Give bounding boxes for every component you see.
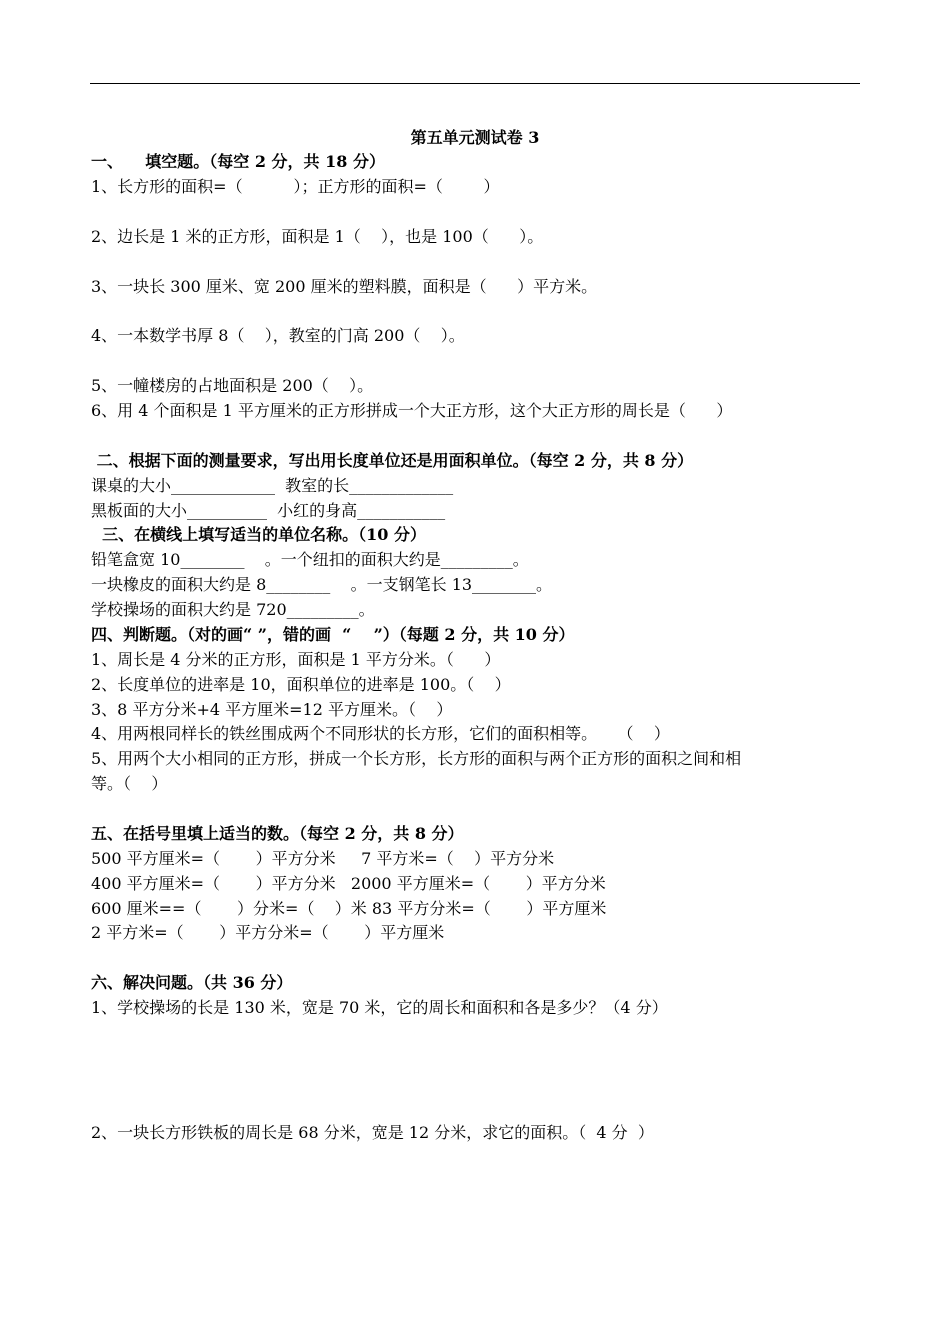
section3-heading: 三、在横线上填写适当的单位名称。（10 分） (91, 525, 426, 544)
s2-row-1: 课桌的大小_____________ 教室的长_____________ (91, 476, 454, 495)
s3-row-2: 一块橡皮的面积大约是 8________ 。一支钢笔长 13________。 (91, 575, 553, 594)
s1-question-4: 4、一本数学书厚 8（ ），教室的门高 200（ ）。 (91, 326, 465, 345)
s6-question-1: 1、学校操场的长是 130 米，宽是 70 米，它的周长和面积和各是多少？（4 分） (91, 998, 668, 1017)
s4-question-1: 1、周长是 4 分米的正方形，面积是 1 平方分米。（ ） (91, 650, 501, 669)
s4-question-2: 2、长度单位的进率是 10，面积单位的进率是 100。（ ） (91, 675, 511, 694)
s5-row-3: 600 厘米==（ ）分米=（ ）米 83 平方分米=（ ）平方厘米 (91, 899, 607, 918)
s2-row-2: 黑板面的大小__________ 小红的身高___________ (91, 501, 446, 520)
s3-row-1: 铅笔盒宽 10________ 。一个纽扣的面积大约是_________。 (91, 550, 529, 569)
s6-question-2: 2、一块长方形铁板的周长是 68 分米，宽是 12 分米，求它的面积。（ 4 分 ） (91, 1123, 654, 1142)
s4-question-5-line-1: 5、用两个大小相同的正方形，拼成一个长方形，长方形的面积与两个正方形的面积之间和相 (91, 749, 742, 768)
section2-heading: 二、根据下面的测量要求，写出用长度单位还是用面积单位。（每空 2 分，共 8 分） (91, 451, 694, 470)
section1-heading: 一、 填空题。（每空 2 分，共 18 分） (91, 152, 385, 171)
s1-question-6: 6、用 4 个面积是 1 平方厘米的正方形拼成一个大正方形，这个大正方形的周长是（ ） (91, 401, 733, 420)
s1-question-1: 1、长方形的面积=（ ）；正方形的面积=（ ） (91, 177, 500, 196)
s3-row-3: 学校操场的面积大约是 720_________。 (91, 600, 375, 619)
s1-question-3: 3、一块长 300 厘米、宽 200 厘米的塑料膜，面积是（ ）平方米。 (91, 277, 598, 296)
s4-question-5-line-2: 等。（ ） (91, 774, 168, 793)
section4-heading: 四、判断题。（对的画“ ”，错的画 “ ”）（每题 2 分，共 10 分） (91, 625, 575, 644)
s4-question-4: 4、用两根同样长的铁丝围成两个不同形状的长方形，它们的面积相等。 （ ） (91, 724, 670, 743)
s5-row-1: 500 平方厘米=（ ）平方分米 7 平方米=（ ）平方分米 (91, 849, 555, 868)
s4-question-3: 3、8 平方分米+4 平方厘米=12 平方厘米。（ ） (91, 700, 453, 719)
s1-question-2: 2、边长是 1 米的正方形，面积是 1（ ），也是 100（ ）。 (91, 227, 544, 246)
s5-row-4: 2 平方米=（ ）平方分米=（ ）平方厘米 (91, 923, 445, 942)
section5-heading: 五、在括号里填上适当的数。（每空 2 分，共 8 分） (91, 824, 464, 843)
section6-heading: 六、解决问题。（共 36 分） (91, 973, 293, 992)
s5-row-2: 400 平方厘米=（ ）平方分米 2000 平方厘米=（ ）平方分米 (91, 874, 606, 893)
page-title: 第五单元测试卷 3 (410, 128, 540, 147)
header-rule (90, 83, 860, 84)
s1-question-5: 5、一幢楼房的占地面积是 200（ ）。 (91, 376, 374, 395)
